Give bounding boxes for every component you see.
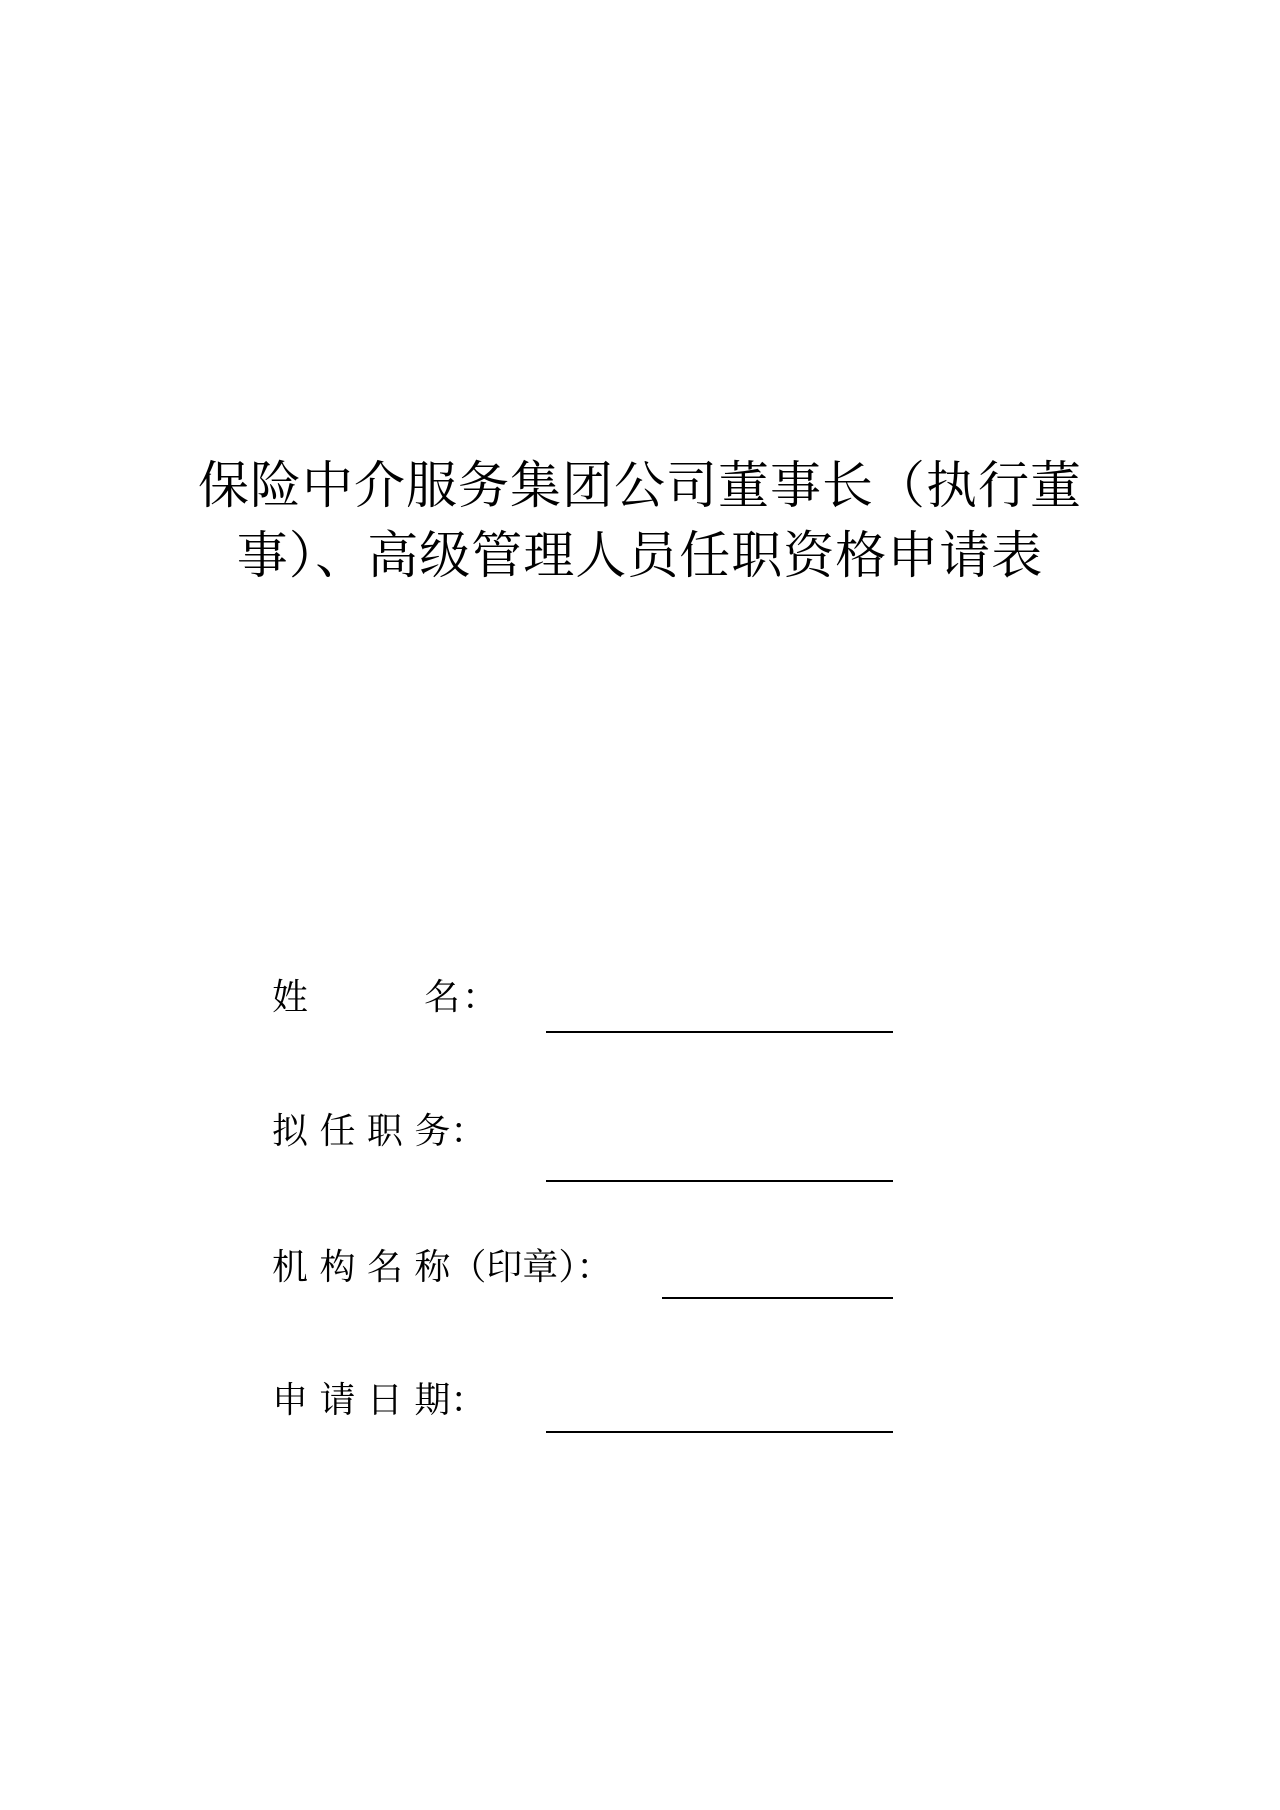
position-label: 拟 任 职 务： bbox=[272, 1111, 487, 1152]
position-blank-line[interactable] bbox=[546, 1180, 893, 1182]
org-label: 机 构 名 称（印章）： bbox=[272, 1247, 613, 1288]
name-label: 姓 名： bbox=[272, 977, 501, 1018]
date-blank-line[interactable] bbox=[546, 1431, 893, 1433]
document-title bbox=[160, 452, 1120, 592]
name-blank-line[interactable] bbox=[546, 1031, 893, 1033]
document-title-line-2: 事）、高级管理人员任职资格申请表 bbox=[236, 527, 1044, 587]
date-label: 申 请 日 期： bbox=[272, 1380, 487, 1421]
org-blank-line[interactable] bbox=[662, 1297, 893, 1299]
document-title-line-1: 保险中介服务集团公司董事长（执行董 bbox=[197, 457, 1082, 517]
